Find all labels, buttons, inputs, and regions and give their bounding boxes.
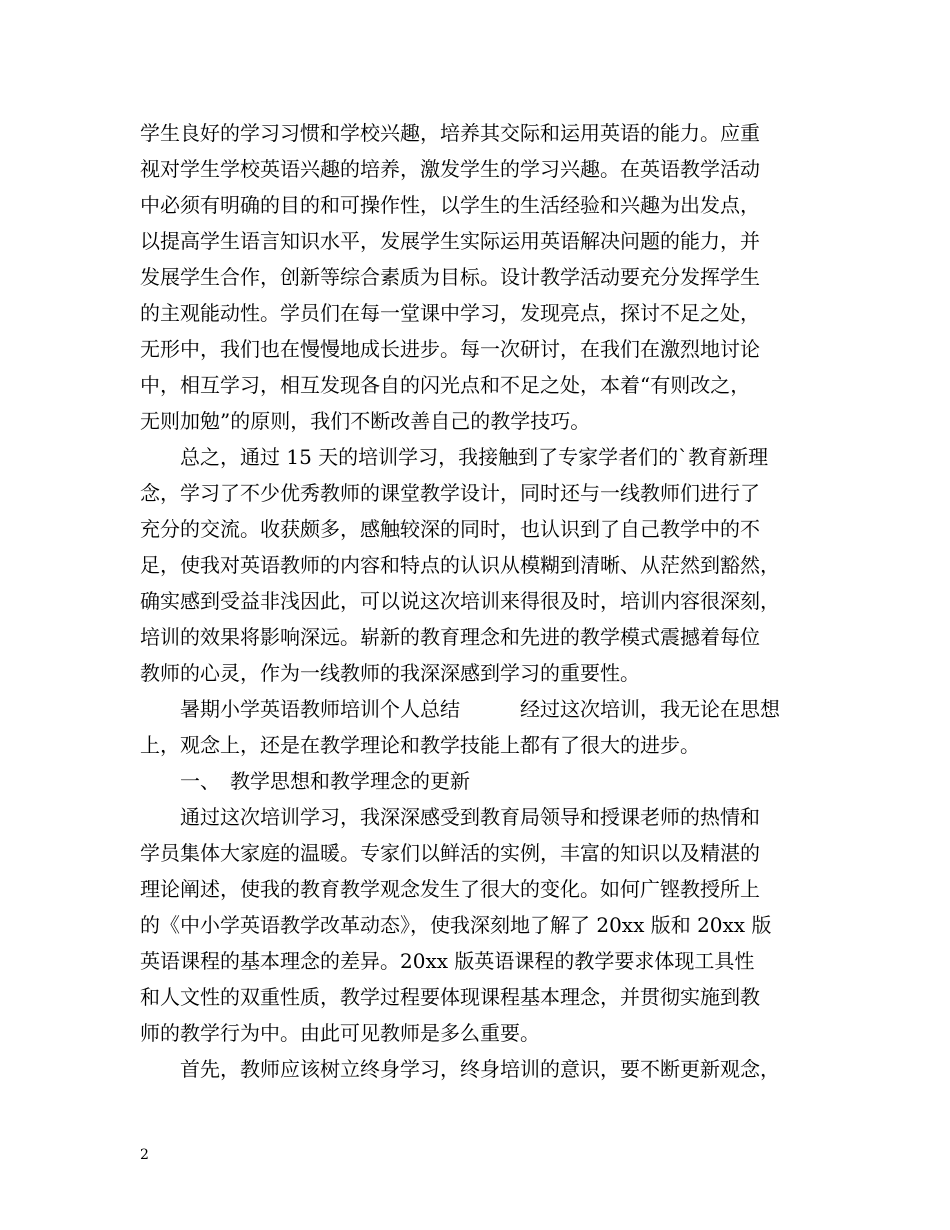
text-line: 和人文性的双重性质，教学过程要体现课程基本理念，并贯彻实施到教 (140, 985, 760, 1009)
text-line: 学员集体大家庭的温暖。专家们以鲜活的实例，丰富的知识以及精湛的 (140, 841, 760, 865)
text-line: 发展学生合作，创新等综合素质为目标。设计教学活动要充分发挥学生 (140, 265, 760, 289)
text-line: 确实感到受益非浅因此，可以说这次培训来得很及时，培训内容很深刻， (140, 589, 780, 613)
text-line: 暑期小学英语教师培训个人总结 经过这次培训，我无论在思想 (140, 697, 780, 721)
text-line: 首先，教师应该树立终身学习，终身培训的意识，要不断更新观念， (140, 1057, 780, 1081)
text-line: 理论阐述，使我的教育教学观念发生了很大的变化。如何广铿教授所上 (140, 877, 760, 901)
section-heading: 一、 教学思想和教学理念的更新 (140, 769, 470, 793)
text-line: 培训的效果将影响深远。崭新的教育理念和先进的教学模式震撼着每位 (140, 625, 760, 649)
text-line: 以提高学生语言知识水平，发展学生实际运用英语解决问题的能力，并 (140, 229, 760, 253)
text-line: 通过这次培训学习，我深深感受到教育局领导和授课老师的热情和 (140, 805, 760, 829)
text-line: 总之，通过 15 天的培训学习，我接触到了专家学者们的`教育新理 (140, 445, 769, 469)
text-line: 学生良好的学习习惯和学校兴趣，培养其交际和运用英语的能力。应重 (140, 121, 760, 145)
page-number: 2 (140, 1147, 149, 1163)
text-line: 视对学生学校英语兴趣的培养，激发学生的学习兴趣。在英语教学活动 (140, 157, 760, 181)
text-line: 中，相互学习，相互发现各自的闪光点和不足之处，本着“有则改之， (140, 373, 751, 397)
text-line: 教师的心灵，作为一线教师的我深深感到学习的重要性。 (140, 661, 640, 685)
text-line: 英语课程的基本理念的差异。20xx 版英语课程的教学要求体现工具性 (140, 949, 755, 973)
text-line: 的主观能动性。学员们在每一堂课中学习，发现亮点，探讨不足之处， (140, 301, 760, 325)
text-line: 的《中小学英语教学改革动态》，使我深刻地了解了 20xx 版和 20xx 版 (140, 913, 772, 937)
text-line: 充分的交流。收获颇多，感触较深的同时，也认识到了自己教学中的不 (140, 517, 760, 541)
document-body (140, 115, 840, 1087)
text-line: 无形中，我们也在慢慢地成长进步。每一次研讨，在我们在激烈地讨论 (140, 337, 760, 361)
text-line: 上，观念上，还是在教学理论和教学技能上都有了很大的进步。 (140, 733, 700, 757)
text-line: 念，学习了不少优秀教师的课堂教学设计，同时还与一线教师们进行了 (140, 481, 760, 505)
text-line: 足，使我对英语教师的内容和特点的认识从模糊到清晰、从茫然到豁然， (140, 553, 780, 577)
text-line: 师的教学行为中。由此可见教师是多么重要。 (140, 1021, 540, 1045)
text-line: 中必须有明确的目的和可操作性，以学生的生活经验和兴趣为出发点， (140, 193, 760, 217)
text-line: 无则加勉”的原则，我们不断改善自己的教学技巧。 (140, 409, 591, 433)
